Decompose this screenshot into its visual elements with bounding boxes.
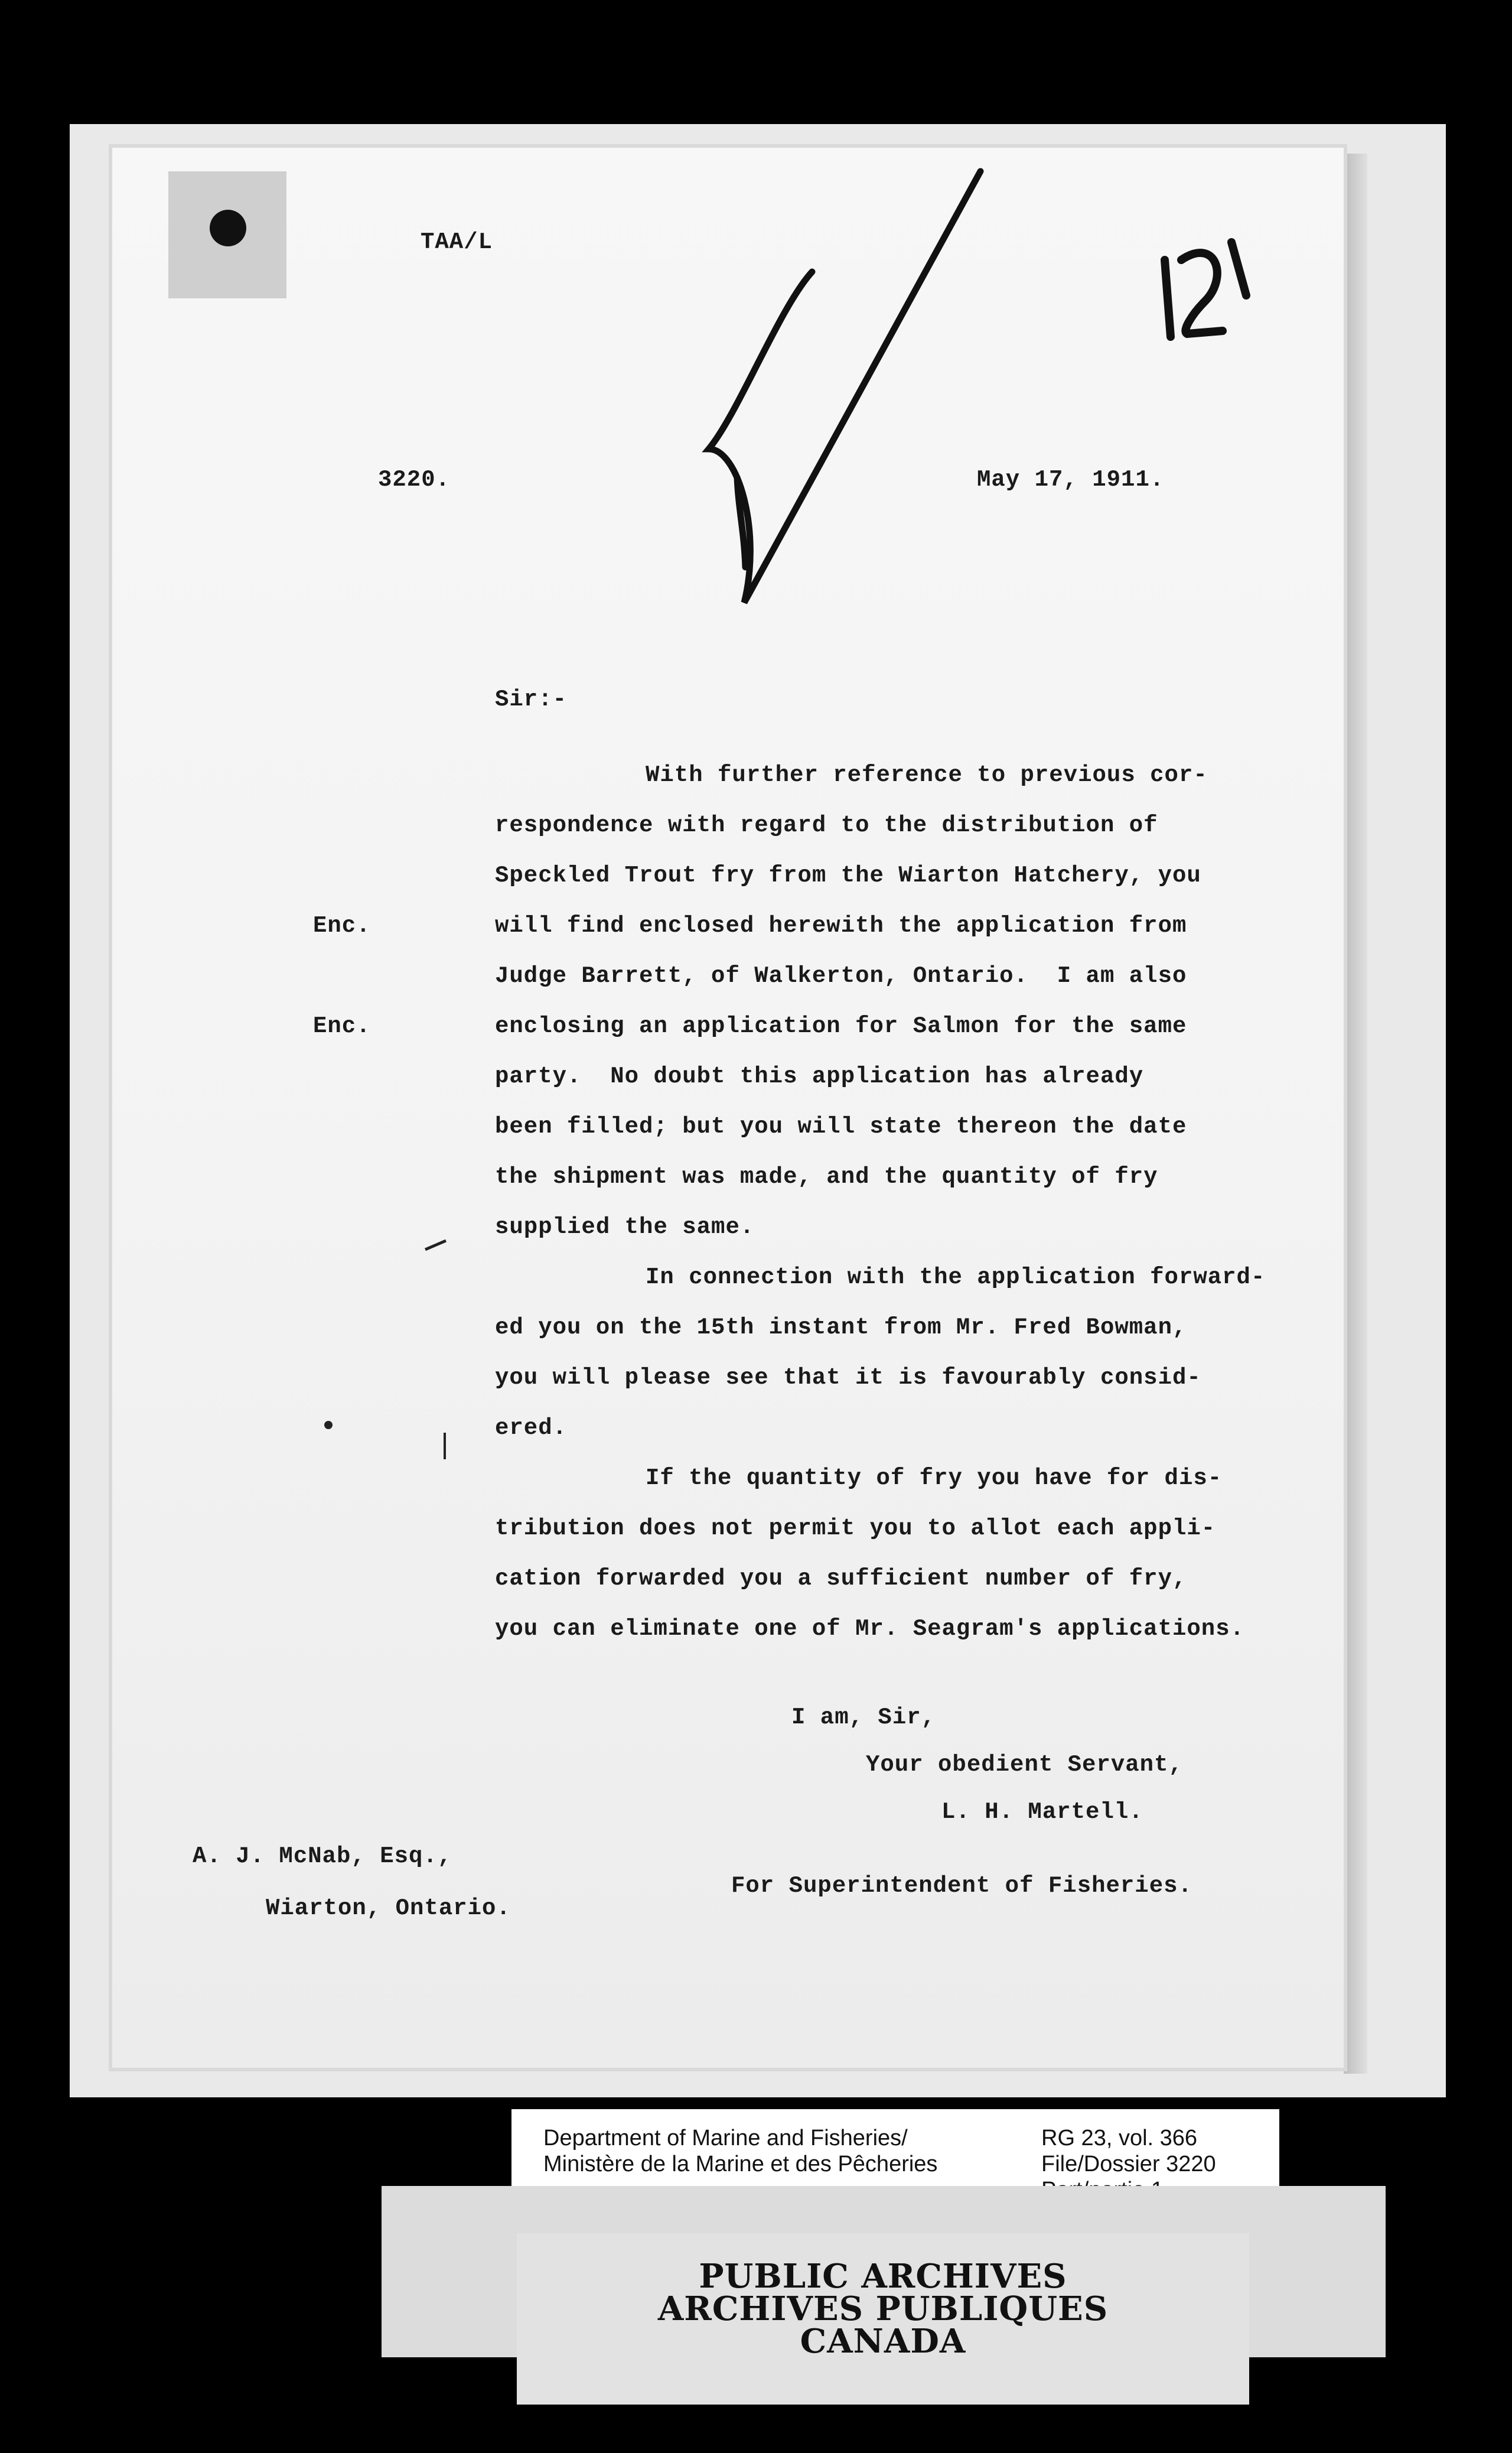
- paragraph-line: Judge Barrett, of Walkerton, Ontario. I am also: [495, 963, 1187, 989]
- paragraph-line: you will please see that it is favourably consid-: [495, 1365, 1201, 1391]
- handwritten-check-mark: [709, 171, 980, 603]
- closing-line: I am, Sir,: [791, 1704, 936, 1730]
- paragraph-line: the shipment was made, and the quantity of fry: [495, 1164, 1158, 1190]
- paragraph-line: ed you on the 15th instant from Mr. Fred Bowman,: [495, 1315, 1187, 1341]
- paragraph-line: respondence with regard to the distribution of: [495, 812, 1158, 838]
- paragraph-line: If the quantity of fry you have for dis-: [646, 1465, 1223, 1491]
- paragraph-line: will find enclosed herewith the application from: [495, 913, 1187, 939]
- stamp-line-3: CANADA: [800, 2322, 966, 2361]
- enclosure-note: Enc.: [313, 913, 371, 939]
- file-dossier: File/Dossier 3220: [1041, 2152, 1216, 2177]
- signatory-title: For Superintendent of Fisheries.: [731, 1873, 1192, 1899]
- paragraph-line: party. No doubt this application has already: [495, 1063, 1144, 1089]
- record-group: RG 23, vol. 366: [1041, 2126, 1198, 2151]
- letter-date: May 17, 1911.: [977, 467, 1165, 493]
- paragraph-line: cation forwarded you a sufficient number of fry,: [495, 1566, 1187, 1592]
- paragraph-line: tribution does not permit you to allot each appli-: [495, 1515, 1216, 1541]
- closing-line: Your obedient Servant,: [866, 1752, 1183, 1778]
- paragraph-line: In connection with the application forward-: [646, 1264, 1266, 1290]
- handwritten-page-number: [1165, 242, 1246, 337]
- paragraph-line: With further reference to previous cor-: [646, 762, 1208, 788]
- paragraph-line: enclosing an application for Salmon for the same: [495, 1013, 1187, 1039]
- addressee-name: A. J. McNab, Esq.,: [193, 1843, 452, 1869]
- department-english: Department of Marine and Fisheries/: [543, 2126, 908, 2151]
- addressee-place: Wiarton, Ontario.: [266, 1895, 511, 1921]
- paragraph-line: been filled; but you will state thereon the date: [495, 1114, 1187, 1140]
- stamp-line-1: PUBLIC ARCHIVES: [699, 2257, 1067, 2296]
- file-number: 3220.: [378, 467, 451, 493]
- enclosure-note: Enc.: [313, 1013, 371, 1039]
- department-french: Ministère de la Marine et des Pêcheries: [543, 2152, 938, 2177]
- paragraph-line: you can eliminate one of Mr. Seagram's applications.: [495, 1616, 1244, 1642]
- salutation: Sir:-: [495, 687, 568, 713]
- reference-initials: TAA/L: [421, 229, 493, 255]
- stamp-line-2: ARCHIVES PUBLIQUES: [657, 2289, 1109, 2328]
- paragraph-line: Speckled Trout fry from the Wiarton Hatchery, you: [495, 863, 1201, 889]
- paragraph-line: ered.: [495, 1415, 568, 1441]
- margin-tick: [425, 1241, 446, 1250]
- signatory-name: L. H. Martell.: [941, 1799, 1143, 1825]
- ink-dot: [324, 1421, 333, 1429]
- paragraph-line: supplied the same.: [495, 1214, 755, 1240]
